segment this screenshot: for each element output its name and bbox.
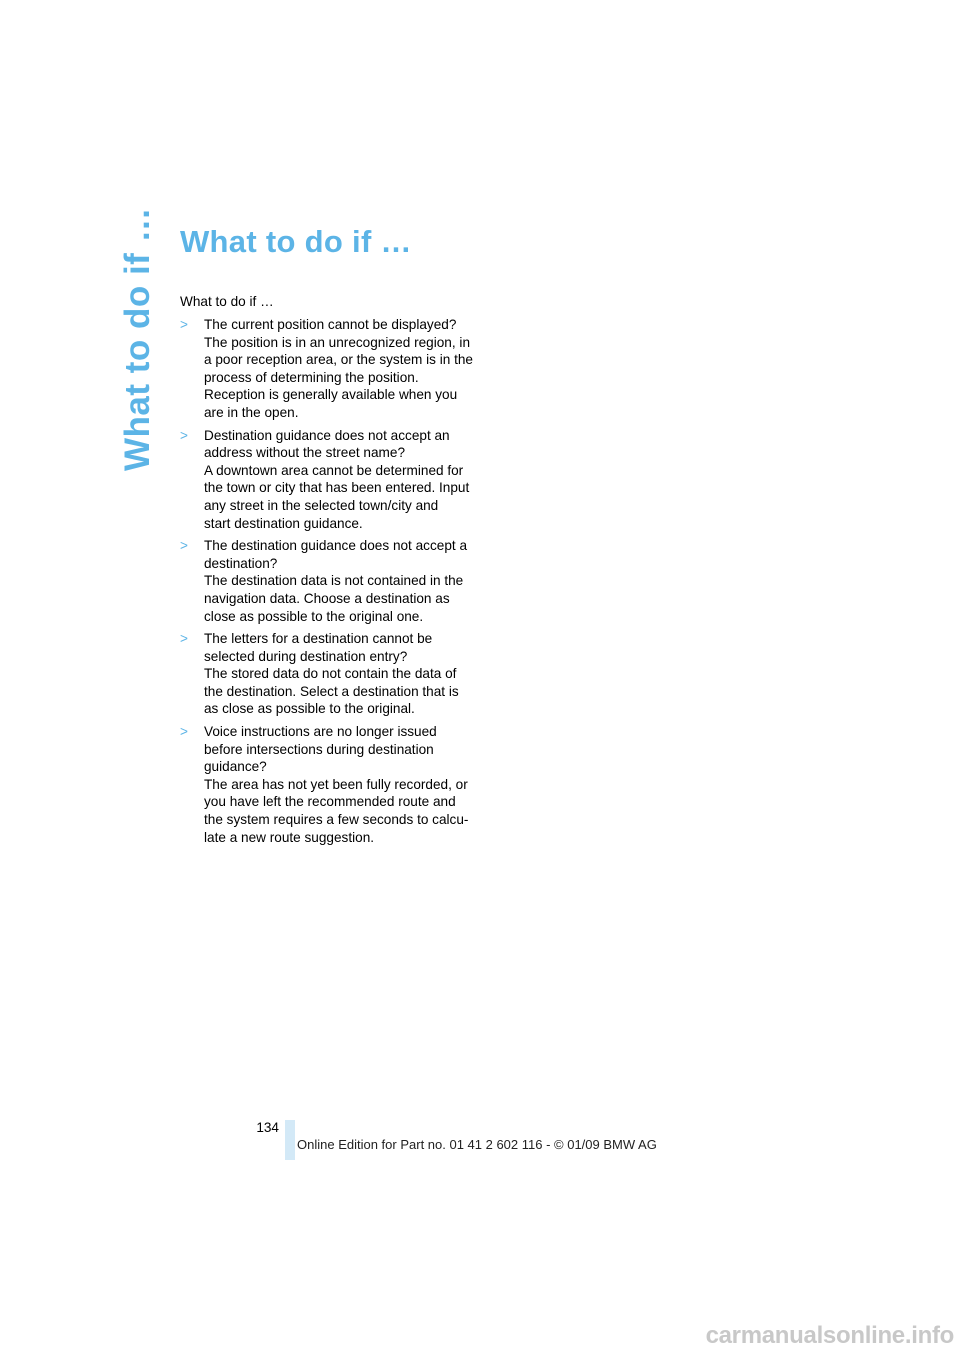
item-content xyxy=(204,427,480,533)
page-title: What to do if … xyxy=(180,224,412,259)
item-answer: The position is in an unrecognized region, in a poor reception area, or the system is in the process of determining the position. Reception is generally available when you are in the open. xyxy=(204,334,473,420)
item-answer: A downtown area cannot be determined for the town or city that has been entered. Input any street in the selected town/city and start destination guidance. xyxy=(204,462,470,531)
watermark-logo: carmanualsonline.info xyxy=(705,1322,954,1349)
item-question: The letters for a destination cannot be selected during destination entry? xyxy=(204,631,433,664)
footer-edition-text: Online Edition for Part no. 01 41 2 602 116 - © 01/09 BMW AG xyxy=(297,1137,657,1152)
bullet-arrow-icon: > xyxy=(180,427,188,443)
item-answer: The area has not yet been fully recorded, or you have left the recommended route and the system requires a few seconds to calcu- late a new route suggestion. xyxy=(204,776,469,845)
list-item xyxy=(180,427,480,533)
list-item xyxy=(180,723,480,846)
item-content xyxy=(204,630,480,718)
list-item xyxy=(180,537,480,625)
item-answer: The destination data is not contained in the navigation data. Choose a destination as close as possible to the original one. xyxy=(204,573,464,624)
page-number: 134 xyxy=(256,1120,279,1135)
item-question: Destination guidance does not accept an address without the street name? xyxy=(204,427,450,461)
item-answer: The stored data do not contain the data of the destination. Select a destination that is as close as possible to the original. xyxy=(204,666,459,717)
bullet-arrow-icon: > xyxy=(180,317,188,332)
bullet-arrow-icon: > xyxy=(180,538,188,554)
item-content xyxy=(204,723,480,846)
list-item xyxy=(180,630,480,718)
item-content xyxy=(204,316,480,422)
list-item xyxy=(180,316,480,422)
item-question: The current position cannot be displayed? xyxy=(204,317,457,332)
bullet-arrow-icon: > xyxy=(180,724,188,740)
footer-accent-bar xyxy=(285,1120,295,1160)
item-question: Voice instructions are no longer issued before intersections during destination guidance? xyxy=(204,724,437,775)
section-side-tab xyxy=(118,206,158,472)
troubleshooting-list xyxy=(180,316,480,851)
intro-text: What to do if … xyxy=(180,294,274,309)
item-question: The destination guidance does not accept a destination? xyxy=(204,538,468,571)
item-content xyxy=(204,537,480,625)
bullet-arrow-icon: > xyxy=(180,631,188,647)
section-side-label: What to do if … xyxy=(118,206,158,472)
